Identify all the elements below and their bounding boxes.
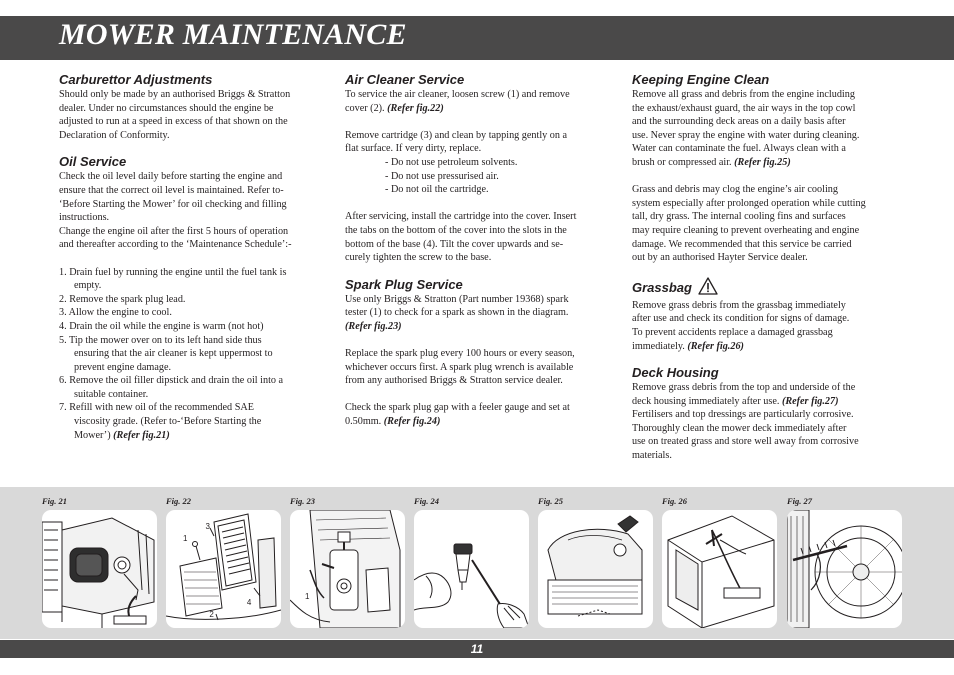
list-item: 4. Drain the oil while the engine is warm (not hot) xyxy=(59,320,264,332)
figure-25 xyxy=(538,492,658,628)
figure-22-illustration xyxy=(166,510,281,628)
text-line: Water can contaminate the fuel. Always clean with a xyxy=(632,143,846,155)
callout-label: 1 xyxy=(183,534,188,543)
section-oil xyxy=(59,154,321,442)
text-line: ‘Before Starting the Mower’ for oil checking and filling xyxy=(59,198,287,210)
text-line: adjusted to run at a speed in excess of that shown on the xyxy=(59,116,288,128)
section-air-cleaner xyxy=(345,72,607,265)
text-line: instructions. xyxy=(59,212,110,224)
text-line: Remove grass debris from the grassbag immediately xyxy=(632,299,846,311)
text-line: Check the spark plug gap with a feeler gauge and set at xyxy=(345,402,570,414)
text-line: and the surrounding deck areas on a daily basis after xyxy=(632,116,846,128)
text-line: 0.50mm. (Refer fig.24) xyxy=(345,416,441,428)
text-line: After servicing, install the cartridge into the cover. Insert xyxy=(345,211,577,223)
text-line: Change the engine oil after the first 5 hours of operation xyxy=(59,225,289,237)
warning-triangle-icon xyxy=(698,277,718,299)
text-line: Grass and debris may clog the engine’s air cooling xyxy=(632,184,838,196)
figure-label: Fig. 26 xyxy=(662,496,688,506)
text-line: Check the oil level daily before starting the engine and xyxy=(59,171,283,183)
figure-25-illustration xyxy=(538,510,653,628)
list-item: 6. Remove the oil filler dipstick and drain the oil into a suitable container. xyxy=(59,375,284,400)
text-line: Use only Briggs & Stratton (Part number 19368) spark xyxy=(345,293,569,305)
figure-24-illustration xyxy=(414,510,529,628)
figure-21-illustration xyxy=(42,510,157,628)
text-line: To service the air cleaner, loosen screw (1) and remove xyxy=(345,89,570,100)
text-line: out by an authorised Hayter Service dealer. xyxy=(632,252,808,264)
section-heading: Carburettor Adjustments xyxy=(59,72,213,87)
list-item: 3. Allow the engine to cool. xyxy=(59,307,172,319)
figure-26-illustration xyxy=(662,510,777,628)
figure-reference: (Refer fig.27) xyxy=(781,395,839,407)
figure-label: Fig. 23 xyxy=(290,496,316,506)
section-heading: Keeping Engine Clean xyxy=(632,72,770,87)
text-line: ensure that the correct oil level is maintained. Refer to- xyxy=(59,184,284,196)
page-title: MOWER MAINTENANCE xyxy=(59,18,407,51)
text-line: tester (1) to check for a spark as shown in the diagram. xyxy=(345,307,569,319)
figure-23 xyxy=(290,492,410,628)
figure-24 xyxy=(414,492,534,628)
text-line: Fertilisers and top dressings are particularly corrosive. xyxy=(632,409,854,421)
text-line: Remove cartridge (3) and clean by tapping gently on a xyxy=(345,129,568,141)
text-line: bottom of the base (4). Tilt the cover upwards and se- xyxy=(345,238,564,250)
text-line: curely tighten the screw to the base. xyxy=(345,252,492,264)
figure-21 xyxy=(42,492,162,628)
text-line: brush or compressed air. (Refer fig.25) xyxy=(632,156,791,168)
section-carburettor xyxy=(59,72,321,142)
bullet-item: - Do not use petroleum solvents. xyxy=(385,156,518,168)
figure-reference: (Refer fig.22) xyxy=(387,102,444,114)
text-line: Thoroughly clean the mower deck immediately after xyxy=(632,422,847,434)
text-line: Declaration of Conformity. xyxy=(59,129,170,141)
figure-26 xyxy=(662,492,782,628)
text-line: immediately. (Refer fig.26) xyxy=(632,340,744,352)
text-line: flat surface. If very dirty, replace. xyxy=(345,143,482,155)
figure-reference: (Refer fig.21) xyxy=(113,429,170,441)
text-line: materials. xyxy=(632,450,672,462)
text-line: deck housing immediately after use. (Refer fig.27) xyxy=(632,395,839,407)
figure-27 xyxy=(787,492,907,628)
text-line: Should only be made by an authorised Briggs & Stratton xyxy=(59,89,291,100)
text-line: use. Never spray the engine with water during cleaning. xyxy=(632,129,860,141)
text-line: from any authorised Briggs & Stratton service dealer. xyxy=(345,375,563,387)
figure-27-illustration xyxy=(787,510,902,628)
text-line: the tabs on the bottom of the cover into the slots in the xyxy=(345,224,567,236)
text-line: cover (2). (Refer fig.22) xyxy=(345,102,444,114)
column-3 xyxy=(632,72,894,475)
figure-label: Fig. 25 xyxy=(538,496,564,506)
text-line: dealer. Under no circumstances should the engine be xyxy=(59,102,274,114)
figure-label: Fig. 21 xyxy=(42,496,68,506)
section-grassbag xyxy=(632,277,894,353)
bullet-item: - Do not oil the cartridge. xyxy=(385,184,489,196)
column-2 xyxy=(345,72,607,441)
bullet-item: - Do not use pressurised air. xyxy=(385,170,499,182)
text-line: use on treated grass and store well away from corrosive xyxy=(632,436,859,448)
section-heading: Spark Plug Service xyxy=(345,276,463,292)
section-heading: Deck Housing xyxy=(632,365,719,381)
figure-label: Fig. 22 xyxy=(166,496,192,506)
section-engine-clean xyxy=(632,72,894,265)
column-1 xyxy=(59,72,321,454)
callout-label: 1 xyxy=(305,592,310,601)
text-line: whichever occurs first. A spark plug wrench is available xyxy=(345,361,574,373)
figure-reference: (Refer fig.24) xyxy=(383,416,441,428)
text-line: Remove grass debris from the top and underside of the xyxy=(632,382,856,394)
figure-label: Fig. 27 xyxy=(787,496,813,506)
list-item: 7. Refill with new oil of the recommended SAE viscosity grade. (Refer to-‘Before Starting the Mower’) (Refer fig.21) xyxy=(59,402,262,441)
oil-steps-list xyxy=(59,266,321,443)
header-bar xyxy=(0,16,954,60)
text-line: Remove all grass and debris from the engine including xyxy=(632,89,855,100)
list-item: 5. Tip the mower over on to its left hand side thus ensuring that the air cleaner is kept uppermost to prevent engine damage. xyxy=(59,334,273,373)
text-line: system especially after prolonged operation while cutting xyxy=(632,197,866,209)
figure-23-illustration xyxy=(290,510,405,628)
figure-reference: (Refer fig.26) xyxy=(687,340,744,352)
callout-label: 2 xyxy=(209,610,214,619)
figure-22 xyxy=(166,492,286,628)
section-deck-housing xyxy=(632,365,894,463)
callout-label: 4 xyxy=(246,598,252,607)
list-item: 1. Drain fuel by running the engine until the fuel tank is empty. xyxy=(59,266,287,292)
text-line: To prevent accidents replace a damaged grassbag xyxy=(632,326,833,338)
section-heading: Air Cleaner Service xyxy=(345,72,465,87)
text-line: after use and check its condition for signs of damage. xyxy=(632,313,850,325)
section-heading: Grassbag xyxy=(632,277,894,299)
text-line: damage. We recommended that this service be carried xyxy=(632,238,852,250)
footer-bar xyxy=(0,640,954,658)
text-line: Replace the spark plug every 100 hours or every season, xyxy=(345,348,575,360)
figure-label: Fig. 24 xyxy=(414,496,440,506)
figure-reference: (Refer fig.23) xyxy=(345,320,402,332)
list-item: 2. Remove the spark plug lead. xyxy=(59,293,186,305)
text-line: may require cleaning to prevent overheating and engine xyxy=(632,224,860,236)
figure-reference: (Refer fig.25) xyxy=(734,156,791,168)
callout-label: 3 xyxy=(205,522,210,531)
text-line: and thereafter according to the ‘Maintenance Schedule’:- xyxy=(59,239,292,251)
section-spark-plug xyxy=(345,277,607,429)
section-heading: Oil Service xyxy=(59,154,127,170)
page-number: 11 xyxy=(470,642,484,656)
text-line: the exhaust/exhaust guard, the air ways in the top cowl xyxy=(632,102,856,114)
text-line: tall, dry grass. The internal cooling fins and surfaces xyxy=(632,211,846,223)
